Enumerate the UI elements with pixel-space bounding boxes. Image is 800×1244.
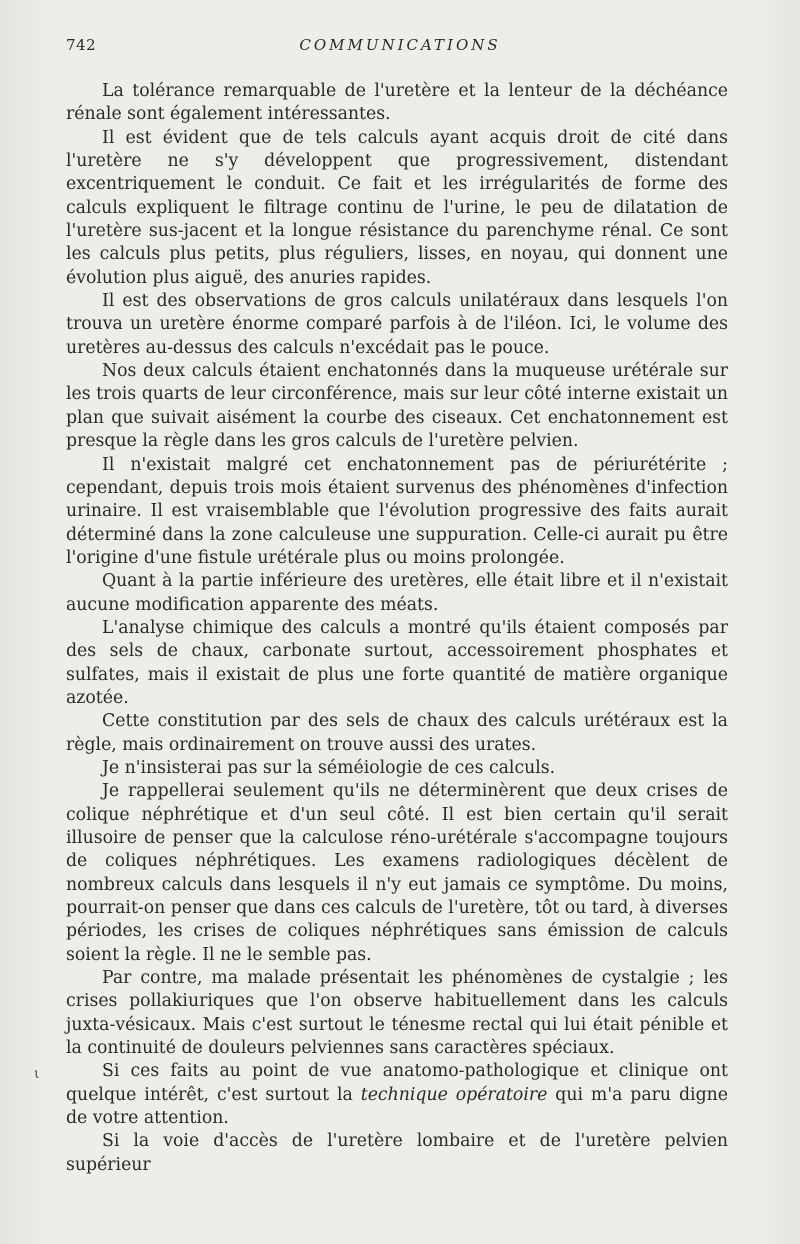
page-number: 742 [66,36,97,54]
page-header [66,36,734,60]
paragraph: Il est évident que de tels calculs ayant acquis droit de cité dans l'uretère ne s'y développent que progressivement, distendant excentriquement le conduit. Ce fait et les irrégularités de forme des calculs expliquent le filtrage continu de l'urine, le peu de dilatation de l'uretère sus-jacent et la longue résistance du parenchyme rénal. Ce sont les calculs plus petits, plus réguliers, lisses, en noyau, qui donnent une évolution plus aiguë, des anuries rapides. [66,127,728,288]
paragraph: Quant à la partie inférieure des uretères, elle était libre et il n'existait aucune modification apparente des méats. [66,571,728,615]
paragraph: La tolérance remarquable de l'uretère et la lenteur de la déchéance rénale sont également intéressantes. [66,81,728,125]
paragraph: Nos deux calculs étaient enchatonnés dans la muqueuse urétérale sur les trois quarts de leur circonférence, mais sur leur côté interne existait un plan que suivait aisément la courbe des ciseaux. Cet enchatonnement est presque la règle dans les gros calculs de l'uretère pelvien. [66,361,728,452]
paragraph: Il est des observations de gros calculs unilatéraux dans lesquels l'on trouva un uretère énorme comparé parfois à de l'iléon. Ici, le volume des uretères au-dessus des calculs n'excédait pas le pouce. [66,291,728,358]
body-text [66,80,728,1177]
paragraph: Je n'insisterai pas sur la séméiologie de ces calculs. [102,757,556,778]
paragraph: Il n'existait malgré cet enchatonnement pas de périurétérite ; cependant, depuis trois mois étaient survenus des phénomènes d'infection urinaire. Il est vraisemblable que l'évolution progressive des faits aurait déterminé dans la zone calculeuse une suppuration. Celle-ci aurait pu être l'origine d'une fistule urétérale plus ou moins prolongée. [66,454,728,568]
paragraph-text: qui m'a paru digne de votre attention. [66,1084,728,1129]
paragraph: Je rappellerai seulement qu'ils ne déterminèrent que deux crises de colique néphrétique et d'un seul côté. Il est bien certain qu'il serait illusoire de penser que la calculose réno-urétérale s'accompagne toujours de coliques néphrétiques. Les examens radiologiques décèlent de nombreux calculs dans lesquels il n'y eut jamais ce symptôme. Du moins, pourrait-on penser que dans ces calculs de l'uretère, tôt ou tard, à diverses périodes, les crises de coliques néphrétiques sans émission de calculs soient la règle. Il ne le semble pas. [66,781,728,965]
paragraph: Par contre, ma malade présentait les phénomènes de cystalgie ; les crises pollakiuriques que l'on observe habituellement dans les calculs juxta-vésicaux. Mais c'est surtout le ténesme rectal qui lui était pénible et la continuité de douleurs pelviennes sans caractères spéciaux. [66,968,728,1059]
running-title: COMMUNICATIONS [299,36,501,54]
emphasis-text: technique opératoire [360,1084,548,1105]
paragraph-technique [66,1060,728,1130]
paragraph: L'analyse chimique des calculs a montré qu'ils étaient composés par des sels de chaux, carbonate surtout, accessoirement phosphates et sulfates, mais il existait de plus une forte quantité de matière organique azotée. [66,617,728,708]
paragraph: Cette constitution par des sels de chaux des calculs urétéraux est la règle, mais ordinairement on trouve aussi des urates. [66,711,728,755]
paragraph-continued: Si la voie d'accès de l'uretère lombaire et de l'uretère pelvien supérieur [66,1131,728,1175]
paragraph-text: Si ces faits au point de vue anatomo-pathologique et clinique ont quelque intérêt, c'est surtout la [66,1061,728,1105]
margin-mark: ι [34,1066,40,1082]
